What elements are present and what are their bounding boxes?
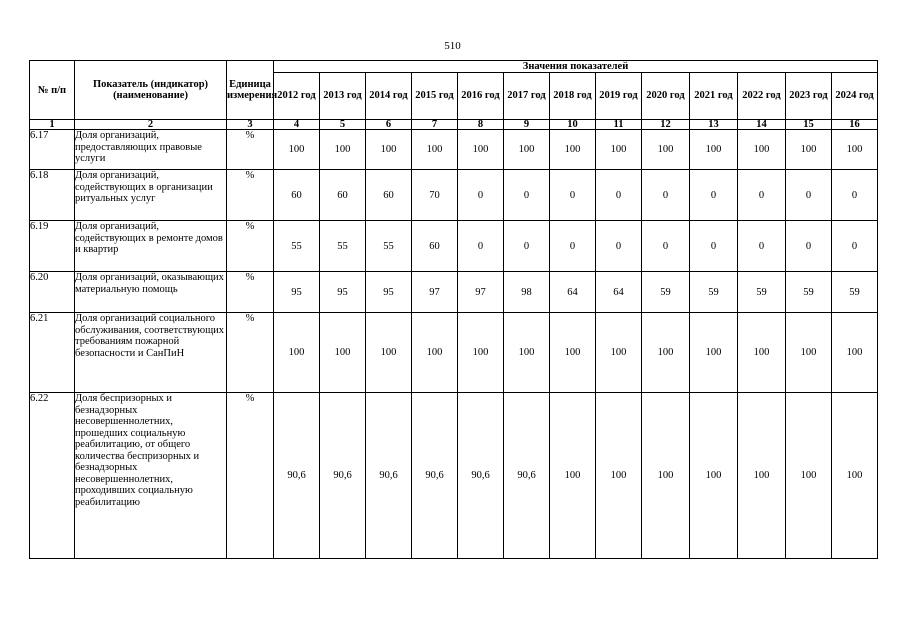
- header-num: № п/п: [30, 61, 75, 120]
- column-number: 13: [690, 120, 738, 130]
- header-year: 2015 год: [412, 73, 458, 120]
- row-number: 6.18: [30, 170, 75, 221]
- indicator-name: Доля беспризорных и безнадзорных несовершеннолетних, прошедших социальную реабилитацию, от общего количества беспризорных и безнадзорных несовершеннолетних, проходивших социальную реабилитацию: [75, 393, 227, 559]
- table-row: [30, 272, 878, 313]
- value-cell: 100: [412, 313, 458, 393]
- value-cell: 100: [642, 130, 690, 170]
- column-number: 16: [832, 120, 878, 130]
- value-cell: 0: [738, 170, 786, 221]
- unit-cell: %: [227, 221, 274, 272]
- table-row: [30, 393, 878, 559]
- column-number: 4: [274, 120, 320, 130]
- value-cell: 100: [550, 393, 596, 559]
- value-cell: 55: [274, 221, 320, 272]
- column-number: 14: [738, 120, 786, 130]
- value-cell: 100: [738, 313, 786, 393]
- indicator-name: Доля организаций социального обслуживания, соответствующих требованиям пожарной безопасности и СанПиН: [75, 313, 227, 393]
- column-number: 3: [227, 120, 274, 130]
- value-cell: 100: [642, 393, 690, 559]
- value-cell: 100: [832, 130, 878, 170]
- value-cell: 100: [738, 130, 786, 170]
- indicator-name: Доля организаций, оказывающих материальную помощь: [75, 272, 227, 313]
- value-cell: 100: [550, 130, 596, 170]
- header-year: 2020 год: [642, 73, 690, 120]
- unit-cell: %: [227, 130, 274, 170]
- value-cell: 95: [320, 272, 366, 313]
- value-cell: 64: [550, 272, 596, 313]
- value-cell: 100: [366, 313, 412, 393]
- column-number: 7: [412, 120, 458, 130]
- value-cell: 55: [320, 221, 366, 272]
- value-cell: 90,6: [320, 393, 366, 559]
- column-number: 8: [458, 120, 504, 130]
- value-cell: 59: [690, 272, 738, 313]
- value-cell: 0: [832, 170, 878, 221]
- header-year: 2021 год: [690, 73, 738, 120]
- header-year: 2024 год: [832, 73, 878, 120]
- value-cell: 70: [412, 170, 458, 221]
- value-cell: 95: [366, 272, 412, 313]
- indicator-name: Доля организаций, содействующих в ремонте домов и квартир: [75, 221, 227, 272]
- value-cell: 100: [458, 130, 504, 170]
- value-cell: 100: [550, 313, 596, 393]
- value-cell: 90,6: [458, 393, 504, 559]
- column-number: 9: [504, 120, 550, 130]
- value-cell: 60: [274, 170, 320, 221]
- header-year: 2014 год: [366, 73, 412, 120]
- value-cell: 100: [596, 313, 642, 393]
- value-cell: 0: [786, 170, 832, 221]
- column-number: 5: [320, 120, 366, 130]
- value-cell: 55: [366, 221, 412, 272]
- column-number: 10: [550, 120, 596, 130]
- value-cell: 100: [274, 313, 320, 393]
- value-cell: 100: [274, 130, 320, 170]
- value-cell: 0: [458, 170, 504, 221]
- value-cell: 97: [412, 272, 458, 313]
- header-values-group: Значения показателей: [274, 61, 878, 73]
- value-cell: 100: [832, 313, 878, 393]
- table-row: [30, 170, 878, 221]
- value-cell: 0: [690, 221, 738, 272]
- value-cell: 0: [550, 170, 596, 221]
- column-number: 12: [642, 120, 690, 130]
- value-cell: 60: [412, 221, 458, 272]
- value-cell: 100: [458, 313, 504, 393]
- value-cell: 60: [366, 170, 412, 221]
- table-row: [30, 313, 878, 393]
- value-cell: 90,6: [504, 393, 550, 559]
- value-cell: 100: [642, 313, 690, 393]
- indicators-table: [29, 60, 878, 559]
- value-cell: 60: [320, 170, 366, 221]
- value-cell: 0: [642, 221, 690, 272]
- table-row: [30, 221, 878, 272]
- table-row: [30, 130, 878, 170]
- value-cell: 100: [596, 393, 642, 559]
- column-number: 1: [30, 120, 75, 130]
- value-cell: 100: [596, 130, 642, 170]
- column-number: 2: [75, 120, 227, 130]
- value-cell: 90,6: [366, 393, 412, 559]
- value-cell: 0: [458, 221, 504, 272]
- value-cell: 97: [458, 272, 504, 313]
- value-cell: 59: [738, 272, 786, 313]
- value-cell: 100: [320, 313, 366, 393]
- page-number: 510: [444, 40, 461, 52]
- header-year: 2022 год: [738, 73, 786, 120]
- value-cell: 90,6: [412, 393, 458, 559]
- row-number: 6.19: [30, 221, 75, 272]
- value-cell: 0: [596, 170, 642, 221]
- value-cell: 98: [504, 272, 550, 313]
- value-cell: 64: [596, 272, 642, 313]
- row-number: 6.17: [30, 130, 75, 170]
- row-number: 6.21: [30, 313, 75, 393]
- value-cell: 0: [642, 170, 690, 221]
- column-number: 15: [786, 120, 832, 130]
- value-cell: 0: [786, 221, 832, 272]
- header-unit: Единица измерения: [227, 61, 274, 120]
- header-year: 2023 год: [786, 73, 832, 120]
- value-cell: 100: [832, 393, 878, 559]
- header-year: 2018 год: [550, 73, 596, 120]
- value-cell: 100: [412, 130, 458, 170]
- value-cell: 95: [274, 272, 320, 313]
- value-cell: 100: [786, 313, 832, 393]
- header-year: 2012 год: [274, 73, 320, 120]
- value-cell: 59: [786, 272, 832, 313]
- value-cell: 0: [832, 221, 878, 272]
- value-cell: 0: [596, 221, 642, 272]
- value-cell: 0: [504, 170, 550, 221]
- value-cell: 100: [366, 130, 412, 170]
- row-number: 6.22: [30, 393, 75, 559]
- header-year: 2016 год: [458, 73, 504, 120]
- row-number: 6.20: [30, 272, 75, 313]
- column-number: 11: [596, 120, 642, 130]
- value-cell: 100: [690, 130, 738, 170]
- header-indicator: Показатель (индикатор) (наименование): [75, 61, 227, 120]
- value-cell: 100: [786, 393, 832, 559]
- value-cell: 0: [690, 170, 738, 221]
- value-cell: 100: [320, 130, 366, 170]
- value-cell: 59: [832, 272, 878, 313]
- value-cell: 90,6: [274, 393, 320, 559]
- value-cell: 100: [504, 130, 550, 170]
- unit-cell: %: [227, 393, 274, 559]
- value-cell: 100: [504, 313, 550, 393]
- unit-cell: %: [227, 313, 274, 393]
- header-year: 2013 год: [320, 73, 366, 120]
- header-year: 2019 год: [596, 73, 642, 120]
- value-cell: 0: [504, 221, 550, 272]
- unit-cell: %: [227, 170, 274, 221]
- value-cell: 0: [550, 221, 596, 272]
- value-cell: 100: [786, 130, 832, 170]
- value-cell: 100: [738, 393, 786, 559]
- unit-cell: %: [227, 272, 274, 313]
- indicator-name: Доля организаций, содействующих в организации ритуальных услуг: [75, 170, 227, 221]
- indicator-name: Доля организаций, предоставляющих правовые услуги: [75, 130, 227, 170]
- value-cell: 100: [690, 393, 738, 559]
- value-cell: 100: [690, 313, 738, 393]
- header-year: 2017 год: [504, 73, 550, 120]
- value-cell: 59: [642, 272, 690, 313]
- column-number: 6: [366, 120, 412, 130]
- value-cell: 0: [738, 221, 786, 272]
